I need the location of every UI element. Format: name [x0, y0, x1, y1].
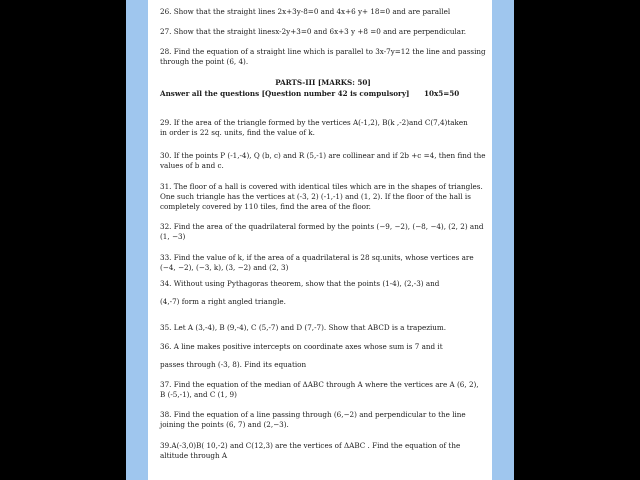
question-31-line-1: 31. The floor of a hall is covered with identical tiles which are in the shapes of triangles. [160, 182, 483, 191]
question-34-line-1: 34. Without using Pythagoras theorem, show that the points (1-4), (2,-3) and [160, 279, 440, 288]
part-3-marks: 10x5=50 [424, 89, 460, 98]
question-32-line-1: 32. Find the area of the quadrilateral formed by the points (−9, −2), (−8, −4), (2, 2) and [160, 222, 484, 231]
question-28-line-1: 28. Find the equation of a straight line which is parallel to 3x-7y=12 the line and passing [160, 47, 486, 56]
question-29-line-1: 29. If the area of the triangle formed by the vertices A(-1,2), B(k ,-2)and C(7,4)taken [160, 118, 468, 127]
question-38-line-1: 38. Find the equation of a line passing through (6,−2) and perpendicular to the line [160, 410, 466, 419]
question-31-line-2: One such triangle has the vertices at (-3, 2) (-1,-1) and (1, 2). If the floor of the hall is [160, 192, 471, 201]
question-27: 27. Show that the straight linesx-2y+3=0 and 6x+3 y +8 =0 and are perpendicular. [160, 27, 467, 36]
part-3-instruction [160, 89, 486, 99]
question-36-line-1: 36. A line makes positive intercepts on coordinate axes whose sum is 7 and it [160, 342, 443, 351]
question-31-line-3: completely covered by 110 tiles, find the area of the floor. [160, 202, 371, 211]
document-page[interactable] [148, 0, 492, 480]
question-35: 35. Let A (3,-4), B (9,-4), C (5,-7) and D (7,-7). Show that ABCD is a trapezium. [160, 323, 447, 332]
question-38-line-2: joining the points (6, 7) and (2,−3). [160, 420, 289, 429]
question-33-line-2: (−4, −2), (−3, k), (3, −2) and (2, 3) [160, 263, 289, 272]
part-3-instruction-text: Answer all the questions [Question number 42 is compulsory] [160, 89, 410, 98]
question-28-line-2: through the point (6, 4). [160, 57, 249, 66]
part-3-heading: PARTS-III [MARKS: 50] [275, 78, 371, 87]
question-36-line-2: passes through (-3, 8). Find its equation [160, 360, 307, 369]
question-37-line-1: 37. Find the equation of the median of ΔABC through A where the vertices are A (6, 2), [160, 380, 479, 389]
question-33-line-1: 33. Find the value of k, if the area of a quadrilateral is 28 sq.units, whose vertices are [160, 253, 474, 262]
question-30-line-2: values of b and c. [160, 161, 224, 170]
question-29-line-2: in order is 22 sq. units, find the value of k. [160, 128, 315, 137]
question-39-line-1: 39.A(-3,0)B( 10,-2) and C(12,3) are the vertices of ΔABC . Find the equation of the [160, 441, 461, 450]
question-34-line-2: (4,-7) form a right angled triangle. [160, 297, 286, 306]
question-30-line-1: 30. If the points P (-1,-4), Q (b, c) and R (5,-1) are collinear and if 2b +c =4, then find the [160, 151, 486, 160]
question-26: 26. Show that the straight lines 2x+3y-8=0 and 4x+6 y+ 18=0 and are parallel [160, 7, 451, 16]
question-39-line-2: altitude through A [160, 451, 228, 460]
question-32-line-2: (1, −3) [160, 232, 186, 241]
question-37-line-2: B (-5,-1), and C (1, 9) [160, 390, 237, 399]
